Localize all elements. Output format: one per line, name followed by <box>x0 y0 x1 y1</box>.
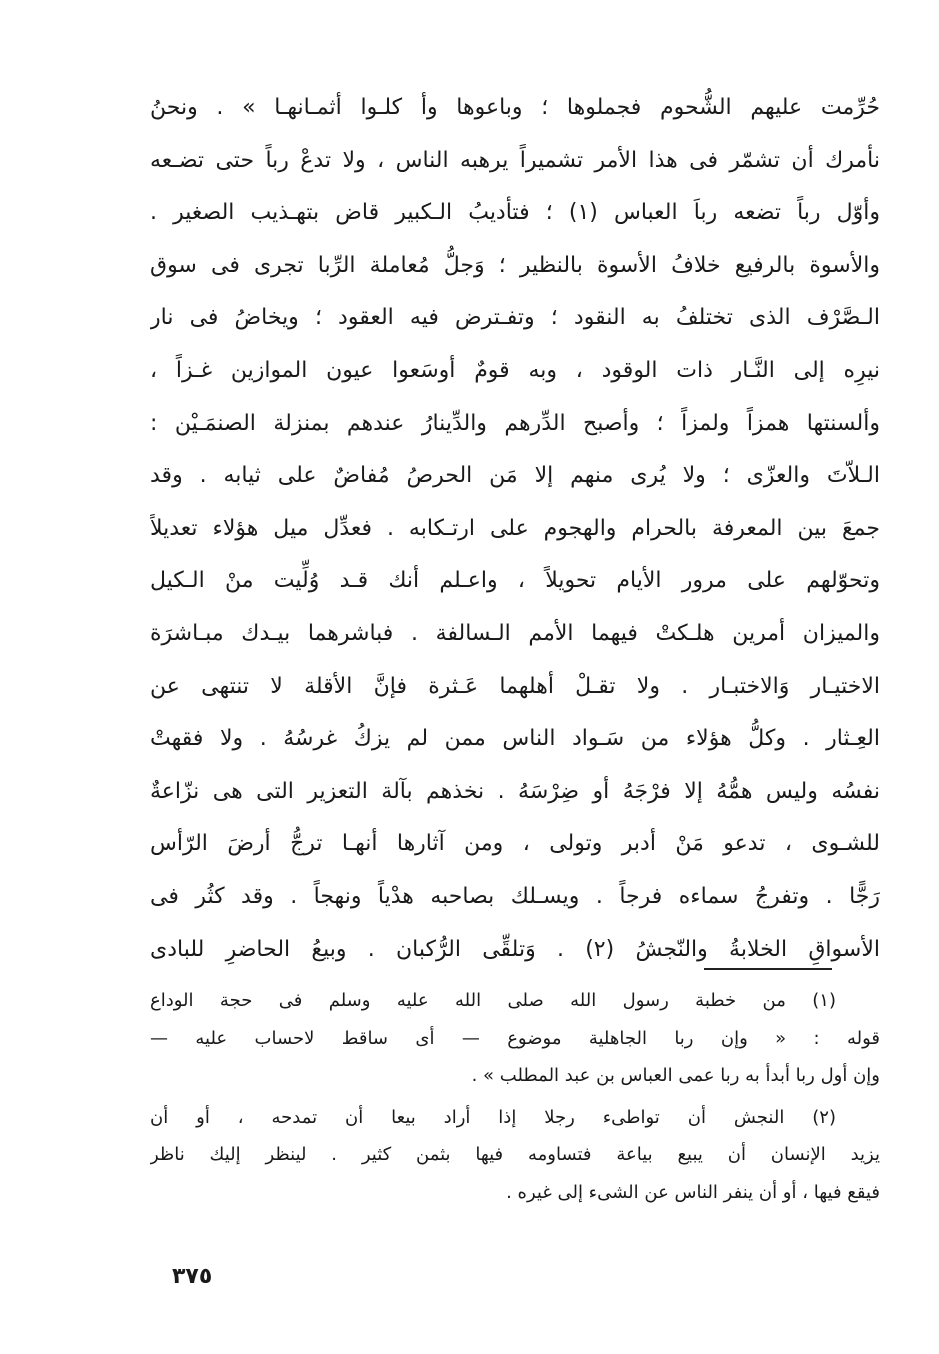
text-line: جمعَ بين المعرفة بالحرام والهجوم على ارتـكابه . فعدِّل ميل هؤلاء تعديلاً <box>150 515 880 541</box>
text-line: نيرِه إلى النَّـار ذات الوقود ، وبه قومٌ أوسَعوا عيون الموازين غـزاً ، <box>150 357 880 383</box>
footnote-2-line: يزيد الإنسان أن يبيع بياعة فتساومه فيها بثمن كثير . لينظر إليك ناظر <box>150 1144 880 1166</box>
text-line: وأوّل رباً تضعه رباَ العباس (١) ؛ فتأديبُ الـكبير قاض بتهـذيب الصغير . <box>150 200 880 226</box>
text-line: نأمرك أن تشمّر فى هذا الأمر تشميراً يرهبه الناس ، ولا تدعْ رباً حتى تضـعه <box>150 147 880 173</box>
footnote-1-line: وإن أول ربا أبدأ به ربا عمى العباس بن عبد المطلب » . <box>471 1065 880 1087</box>
footnote-2-line: (٢) النجش أن تواطىء رجلا إذا أراد بيعا أن تمدحه ، أو أن <box>150 1106 836 1128</box>
text-line: الـصَّرْف الذى تختلفُ به النقود ؛ وتفـترض فيه العقود ؛ ويخاضُ فى نار <box>150 305 880 331</box>
text-line: الأسواقِ الخلابةُ والنّجشُ (٢) . وَتلقِّى الرُّكبان . وبيعُ الحاضرِ للبادى <box>150 936 880 962</box>
text-line: وألسنتها همزاً ولمزاً ؛ وأصبح الدِّرهم والدِّينارُ عندهم بمنزلة الصنمَـيْن : <box>150 410 880 436</box>
footnote-1-line: (١) من خطبة رسول الله صلى الله عليه وسلم فى حجة الوداع <box>150 990 836 1011</box>
footnotes <box>150 982 880 1212</box>
footnote-1-line: قوله : « وإن ربا الجاهلية موضوع — أى ساقط لاحساب عليه — <box>150 1027 880 1049</box>
text-line: والميزان أمرين هلـكتْ فيهما الأمم الـسالفة . فباشرهما بيـدك مبـاشرَة <box>150 620 880 646</box>
text-line: رَجًّا . وتفرجُ سماءه فرجاً . ويسـلك بصاحبه هدْياً ونهجاً . وقد كثُر فى <box>150 883 880 909</box>
text-line: والأسوة بالرفيع خلافُ الأسوة بالنظير ؛ وَجلُّ مُعاملة الرِّبا تجرى فى سوق <box>150 252 880 278</box>
footnote-separator <box>704 968 832 970</box>
text-line: العِـثار . وكلُّ هؤلاء من سَـواد الناس ممن لم يزكُ غرسُهُ . ولا فقهتْ <box>150 726 880 752</box>
text-line: نفسُه وليس همُّهُ إلا فرْجَهُ أو ضِرْسَهُ . نخذهم بآلة التعزير التى هى نزّاعةٌ <box>150 778 880 804</box>
page-number: ٣٧٥ <box>172 1264 213 1289</box>
text-line: حُرِّمت عليهم الشُّحوم فجملوها ؛ وباعوها وأ كلـوا أثمـانهـا » . ونحنُ <box>150 95 880 120</box>
footnote-2-line: فيقع فيها ، أو أن ينفر الناس عن الشىء إلى غيره . <box>506 1181 880 1203</box>
text-line: الاختيـار وَالاختبـار . ولا تقـلْ أهلهما عَـثرة فإنَّ الأقلة لا تنتهى عن <box>150 673 880 699</box>
text-line: للشـوى ، تدعو مَنْ أدبر وتولى ، ومن آثارها أنهـا ترجُّ أرضَ الرّأس <box>150 831 880 857</box>
text-line: وتحوّلهم على مرور الأيام تحويلاً ، واعـلم أنك قـد وُلِّيت منْ الـكيل <box>150 568 880 594</box>
text-line: الـلاّتَ والعزّى ؛ ولا يُرى منهم إلا مَن الحرصُ مُفاضٌ على ثيابه . وقد <box>150 463 880 489</box>
main-text <box>150 82 880 976</box>
